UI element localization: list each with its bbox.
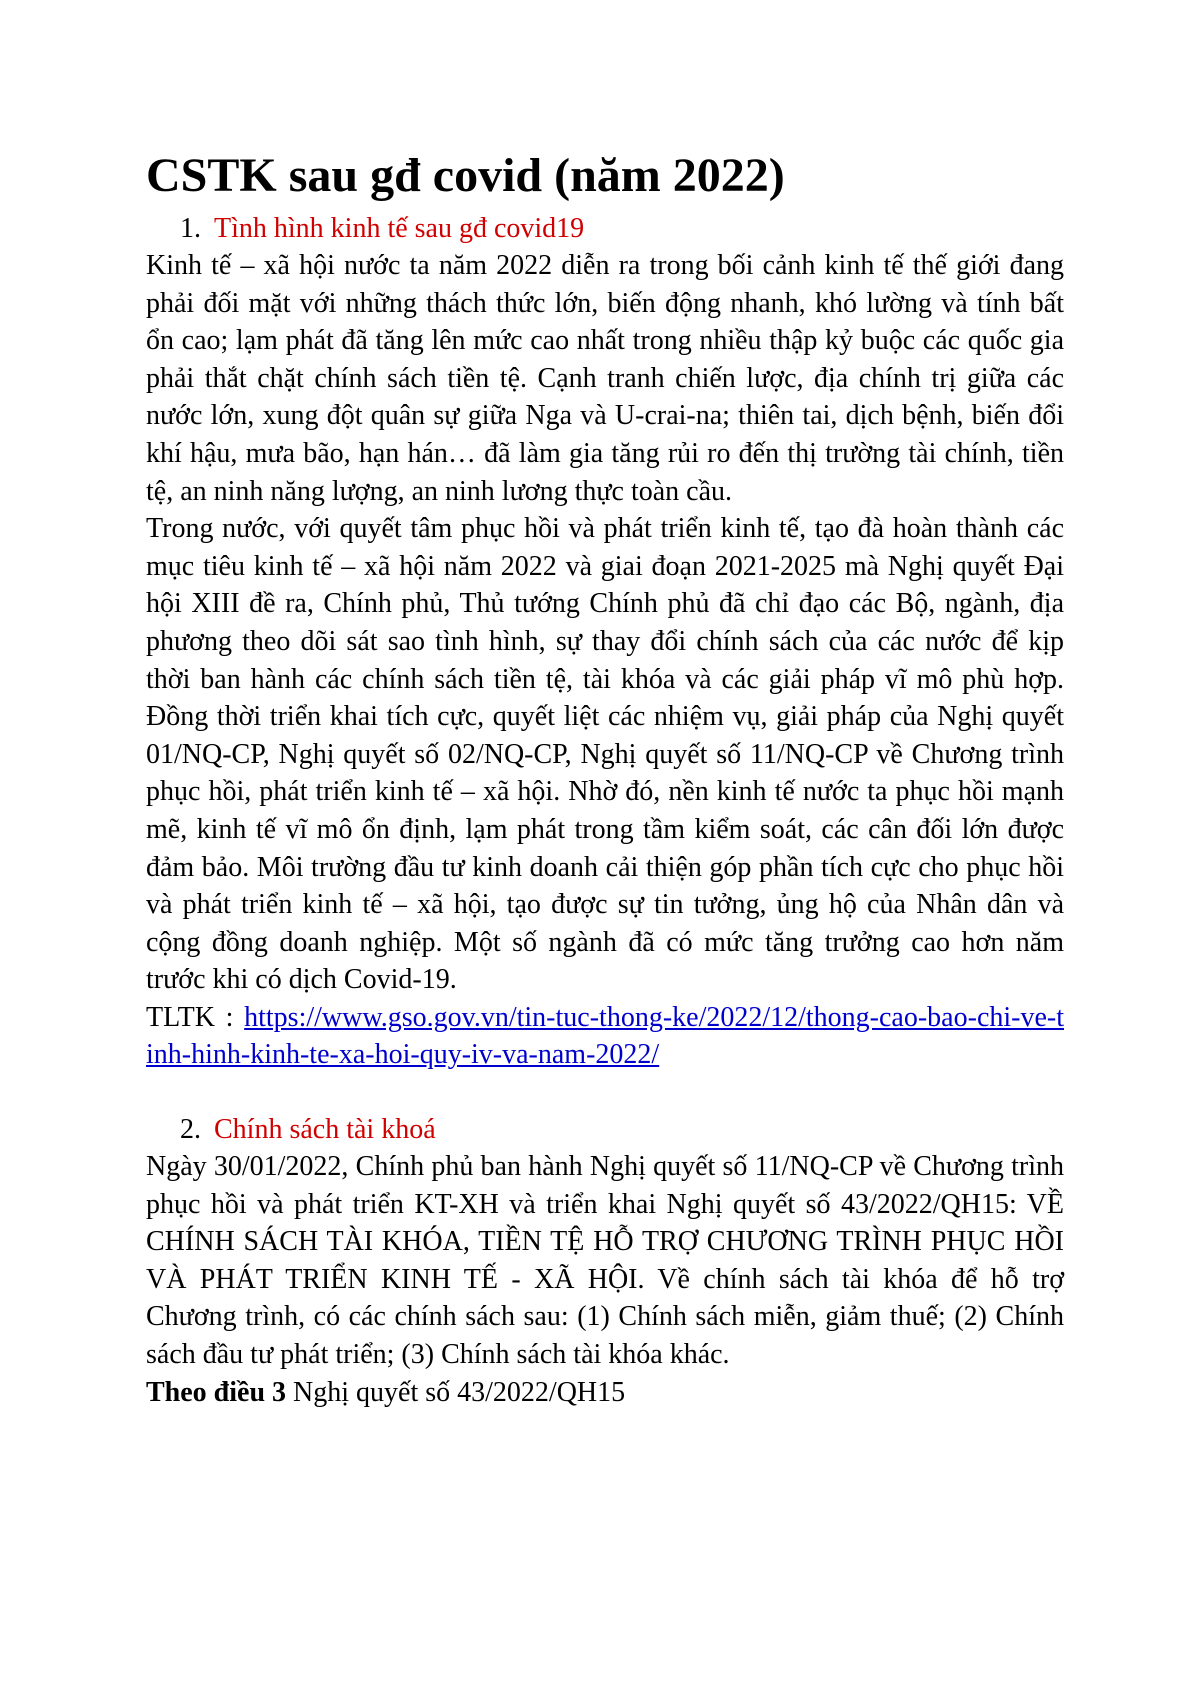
section-1-paragraph-1: Kinh tế – xã hội nước ta năm 2022 diễn ra trong bối cảnh kinh tế thế giới đang phải đối mặt với những thách thức lớn, biến động nhanh, khó lường và tính bất ổn cao; lạm phát đã tăng lên mức cao nhất trong nhiều thập kỷ buộc các quốc gia phải thắt chặt chính sách tiền tệ. Cạnh tranh chiến lược, địa chính trị giữa các nước lớn, xung đột quân sự giữa Nga và U-crai-na; thiên tai, dịch bệnh, biến đổi khí hậu, mưa bão, hạn hán… đã làm gia tăng rủi ro đến thị trường tài chính, tiền tệ, an ninh năng lượng, an ninh lương thực toàn cầu.	[146, 250, 1064, 507]
reference-link[interactable]: https://www.gso.gov.vn/tin-tuc-thong-ke/2022/12/thong-cao-bao-chi-ve-tinh-hinh-kinh-te-xa-hoi-quy-iv-va-nam-2022/	[146, 1001, 1064, 1071]
article-reference-bold: Theo điều 3	[146, 1376, 287, 1408]
section-2-last-line	[146, 1374, 1064, 1412]
document-page	[146, 148, 1064, 1411]
section-2-paragraph-1: Ngày 30/01/2022, Chính phủ ban hành Nghị quyết số 11/NQ-CP về Chương trình phục hồi và phát triển KT-XH và triển khai Nghị quyết số 43/2022/QH15: VỀ CHÍNH SÁCH TÀI KHÓA, TIỀN TỆ HỖ TRỢ CHƯƠNG TRÌNH PHỤC HỒI VÀ PHÁT TRIỂN KINH TẾ - XÃ HỘI. Về chính sách tài khóa để hỗ trợ Chương trình, có các chính sách sau: (1) Chính sách miễn, giảm thuế; (2) Chính sách đầu tư phát triển; (3) Chính sách tài khóa khác.	[146, 1151, 1064, 1371]
section-2-number: 2.	[180, 1114, 201, 1146]
article-reference-rest: Nghị quyết số 43/2022/QH15	[286, 1376, 626, 1408]
section-1-number: 1.	[180, 213, 201, 244]
blank-line	[146, 1074, 1064, 1111]
reference-label: TLTK :	[146, 1001, 245, 1033]
section-1-paragraph-2: Trong nước, với quyết tâm phục hồi và phát triển kinh tế, tạo đà hoàn thành các mục tiêu kinh tế – xã hội năm 2022 và giai đoạn 2021-2025 mà Nghị quyết Đại hội XIII đề ra, Chính phủ, Thủ tướng Chính phủ đã chỉ đạo các Bộ, ngành, địa phương theo dõi sát sao tình hình, sự thay đổi chính sách của các nước để kịp thời ban hành các chính sách tiền tệ, tài khóa và các giải pháp vĩ mô phù hợp. Đồng thời triển khai tích cực, quyết liệt các nhiệm vụ, giải pháp của Nghị quyết 01/NQ-CP, Nghị quyết số 02/NQ-CP, Nghị quyết số 11/NQ-CP về Chương trình phục hồi, phát triển kinh tế – xã hội. Nhờ đó, nền kinh tế nước ta phục hồi mạnh mẽ, kinh tế vĩ mô ổn định, lạm phát trong tầm kiểm soát, các cân đối lớn được đảm bảo. Môi trường đầu tư kinh doanh cải thiện góp phần tích cực cho phục hồi và phát triển kinh tế – xã hội, tạo được sự tin tưởng, ủng hộ của Nhân dân và cộng đồng doanh nghiệp. Một số ngành đã có mức tăng trưởng cao hơn năm trước khi có dịch Covid-19.	[146, 513, 1064, 996]
section-2-heading	[146, 1111, 1064, 1148]
section-2-heading-text: Chính sách tài khoá	[214, 1114, 436, 1146]
section-1-heading-text: Tình hình kinh tế sau gđ covid19	[214, 213, 585, 244]
reference-line	[146, 999, 1064, 1074]
section-1-heading	[146, 210, 1064, 247]
document-title: CSTK sau gđ covid (năm 2022)	[146, 149, 785, 202]
